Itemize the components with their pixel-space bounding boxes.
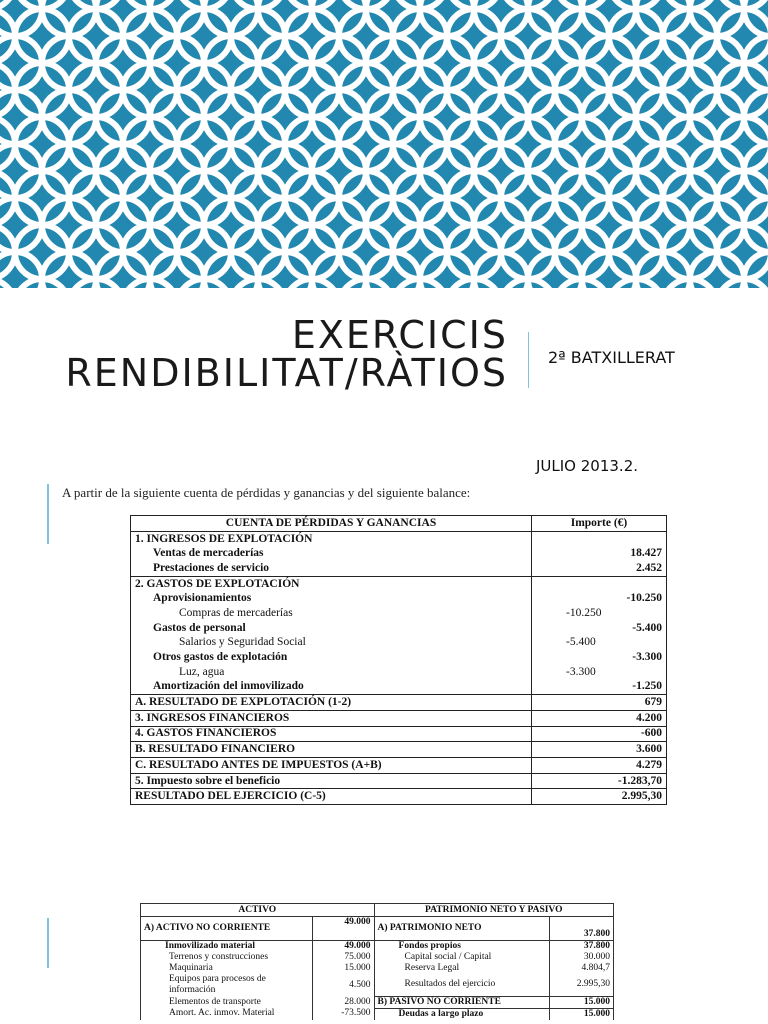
balance-sheet-table [140, 903, 614, 1020]
row-amount: 2.995,30 [550, 974, 614, 996]
row-label: A) PATRIMONIO NETO [374, 917, 550, 941]
assets-header: ACTIVO [141, 904, 375, 917]
row-amount: 4.804,7 [550, 963, 614, 974]
table-row [131, 561, 667, 576]
row-label: Terrenos y construcciones [141, 952, 313, 963]
exercise-date: JULIO 2013.2. [536, 457, 639, 475]
row-amount: 2.452 [532, 561, 667, 576]
row-label: A) ACTIVO NO CORRIENTE [141, 917, 313, 941]
row-amount: 37.800 [550, 917, 614, 941]
row-label: C. RESULTADO ANTES DE IMPUESTOS (A+B) [131, 758, 532, 774]
row-label: 2. GASTOS DE EXPLOTACIÓN [131, 576, 532, 591]
row-label: Fondos propios [374, 941, 550, 953]
interlocking-circles-pattern [0, 0, 768, 288]
row-label: Luz, agua [131, 665, 532, 680]
row-label: 4. GASTOS FINANCIEROS [131, 726, 532, 742]
row-label: Resultados del ejercicio [374, 974, 550, 996]
table-row [131, 606, 667, 621]
row-amount [532, 531, 667, 546]
table-row [131, 665, 667, 680]
accent-bar [47, 484, 49, 544]
row-amount: 28.000 [312, 996, 374, 1008]
row-label: Prestaciones de servicio [131, 561, 532, 576]
table-row [131, 591, 667, 606]
slide-title [58, 313, 508, 395]
title-line-1: EXERCICIS [291, 313, 508, 357]
row-label [141, 974, 313, 996]
row-amount: 75.000 [312, 952, 374, 963]
row-amount: -5.400 [532, 636, 667, 651]
row-label: 5. Impuesto sobre el beneficio [131, 773, 532, 789]
row-label: Ventas de mercaderías [131, 546, 532, 561]
table-row [131, 710, 667, 726]
row-label: Gastos de personal [131, 621, 532, 636]
income-statement-header: CUENTA DE PÉRDIDAS Y GANANCIAS [131, 516, 532, 532]
row-amount: 49.000 [312, 917, 374, 941]
row-amount: 4.500 [312, 974, 374, 996]
row-amount: 3.600 [532, 742, 667, 758]
table-row [131, 680, 667, 695]
row-amount: -3.300 [532, 650, 667, 665]
amount-header: Importe (€) [532, 516, 667, 532]
row-label: Otros gastos de explotación [131, 650, 532, 665]
table-row [131, 636, 667, 651]
table-row [131, 789, 667, 805]
row-label: A. RESULTADO DE EXPLOTACIÓN (1-2) [131, 695, 532, 711]
row-amount: 49.000 [312, 941, 374, 953]
row-label: Capital social / Capital [374, 952, 550, 963]
row-amount [532, 576, 667, 591]
row-amount: 2.995,30 [532, 789, 667, 805]
row-amount: 679 [532, 695, 667, 711]
table-row [131, 531, 667, 546]
income-statement-table [130, 515, 667, 805]
row-amount: 15.000 [312, 963, 374, 974]
row-amount: -3.300 [532, 665, 667, 680]
row-label: B) PASIVO NO CORRIENTE [374, 996, 550, 1008]
row-amount: -5.400 [532, 621, 667, 636]
slide-subtitle: 2ª BATXILLERAT [548, 348, 675, 367]
row-amount: 15.000 [550, 996, 614, 1008]
equity-liabilities-header: PATRIMONIO NETO Y PASIVO [374, 904, 613, 917]
table-row [131, 576, 667, 591]
label-line-2: información [169, 985, 216, 995]
row-amount: -600 [532, 726, 667, 742]
table-row [131, 726, 667, 742]
row-amount: 18.427 [532, 546, 667, 561]
row-label: B. RESULTADO FINANCIERO [131, 742, 532, 758]
row-label: Maquinaria [141, 963, 313, 974]
table-row [131, 621, 667, 636]
row-amount: 37.800 [550, 941, 614, 953]
table-row [131, 695, 667, 711]
row-label: Reserva Legal [374, 963, 550, 974]
label-line-1: Equipos para procesos de [169, 974, 266, 984]
row-amount: -1.250 [532, 680, 667, 695]
row-amount: 4.279 [532, 758, 667, 774]
title-divider [528, 332, 529, 388]
row-label: 1. INGRESOS DE EXPLOTACIÓN [131, 531, 532, 546]
row-amount: -10.250 [532, 606, 667, 621]
row-label: Deudas a largo plazo [374, 1008, 550, 1020]
row-amount: -10.250 [532, 591, 667, 606]
row-label: Inmovilizado material [141, 941, 313, 953]
table-row [131, 546, 667, 561]
table-row [131, 758, 667, 774]
row-amount: 15.000 [550, 1008, 614, 1020]
row-label: Amort. Ac. inmov. Material [141, 1008, 313, 1020]
row-amount: 30.000 [550, 952, 614, 963]
table-row [131, 773, 667, 789]
row-label: 3. INGRESOS FINANCIEROS [131, 710, 532, 726]
row-label: RESULTADO DEL EJERCICIO (C-5) [131, 789, 532, 805]
table-row [131, 742, 667, 758]
row-amount: -73.500 [312, 1008, 374, 1020]
row-label: Aprovisionamientos [131, 591, 532, 606]
row-label: Amortización del inmovilizado [131, 680, 532, 695]
intro-text: A partir de la siguiente cuenta de pérdidas y ganancias y del siguiente balance: [62, 485, 471, 500]
row-label: Compras de mercaderías [131, 606, 532, 621]
decorative-pattern-banner [0, 0, 768, 288]
row-label: Salarios y Seguridad Social [131, 636, 532, 651]
row-amount: -1.283,70 [532, 773, 667, 789]
row-amount: 4.200 [532, 710, 667, 726]
row-label: Elementos de transporte [141, 996, 313, 1008]
accent-bar [47, 918, 49, 968]
table-row [131, 650, 667, 665]
title-line-2: RENDIBILITAT/RÀTIOS [65, 351, 508, 395]
